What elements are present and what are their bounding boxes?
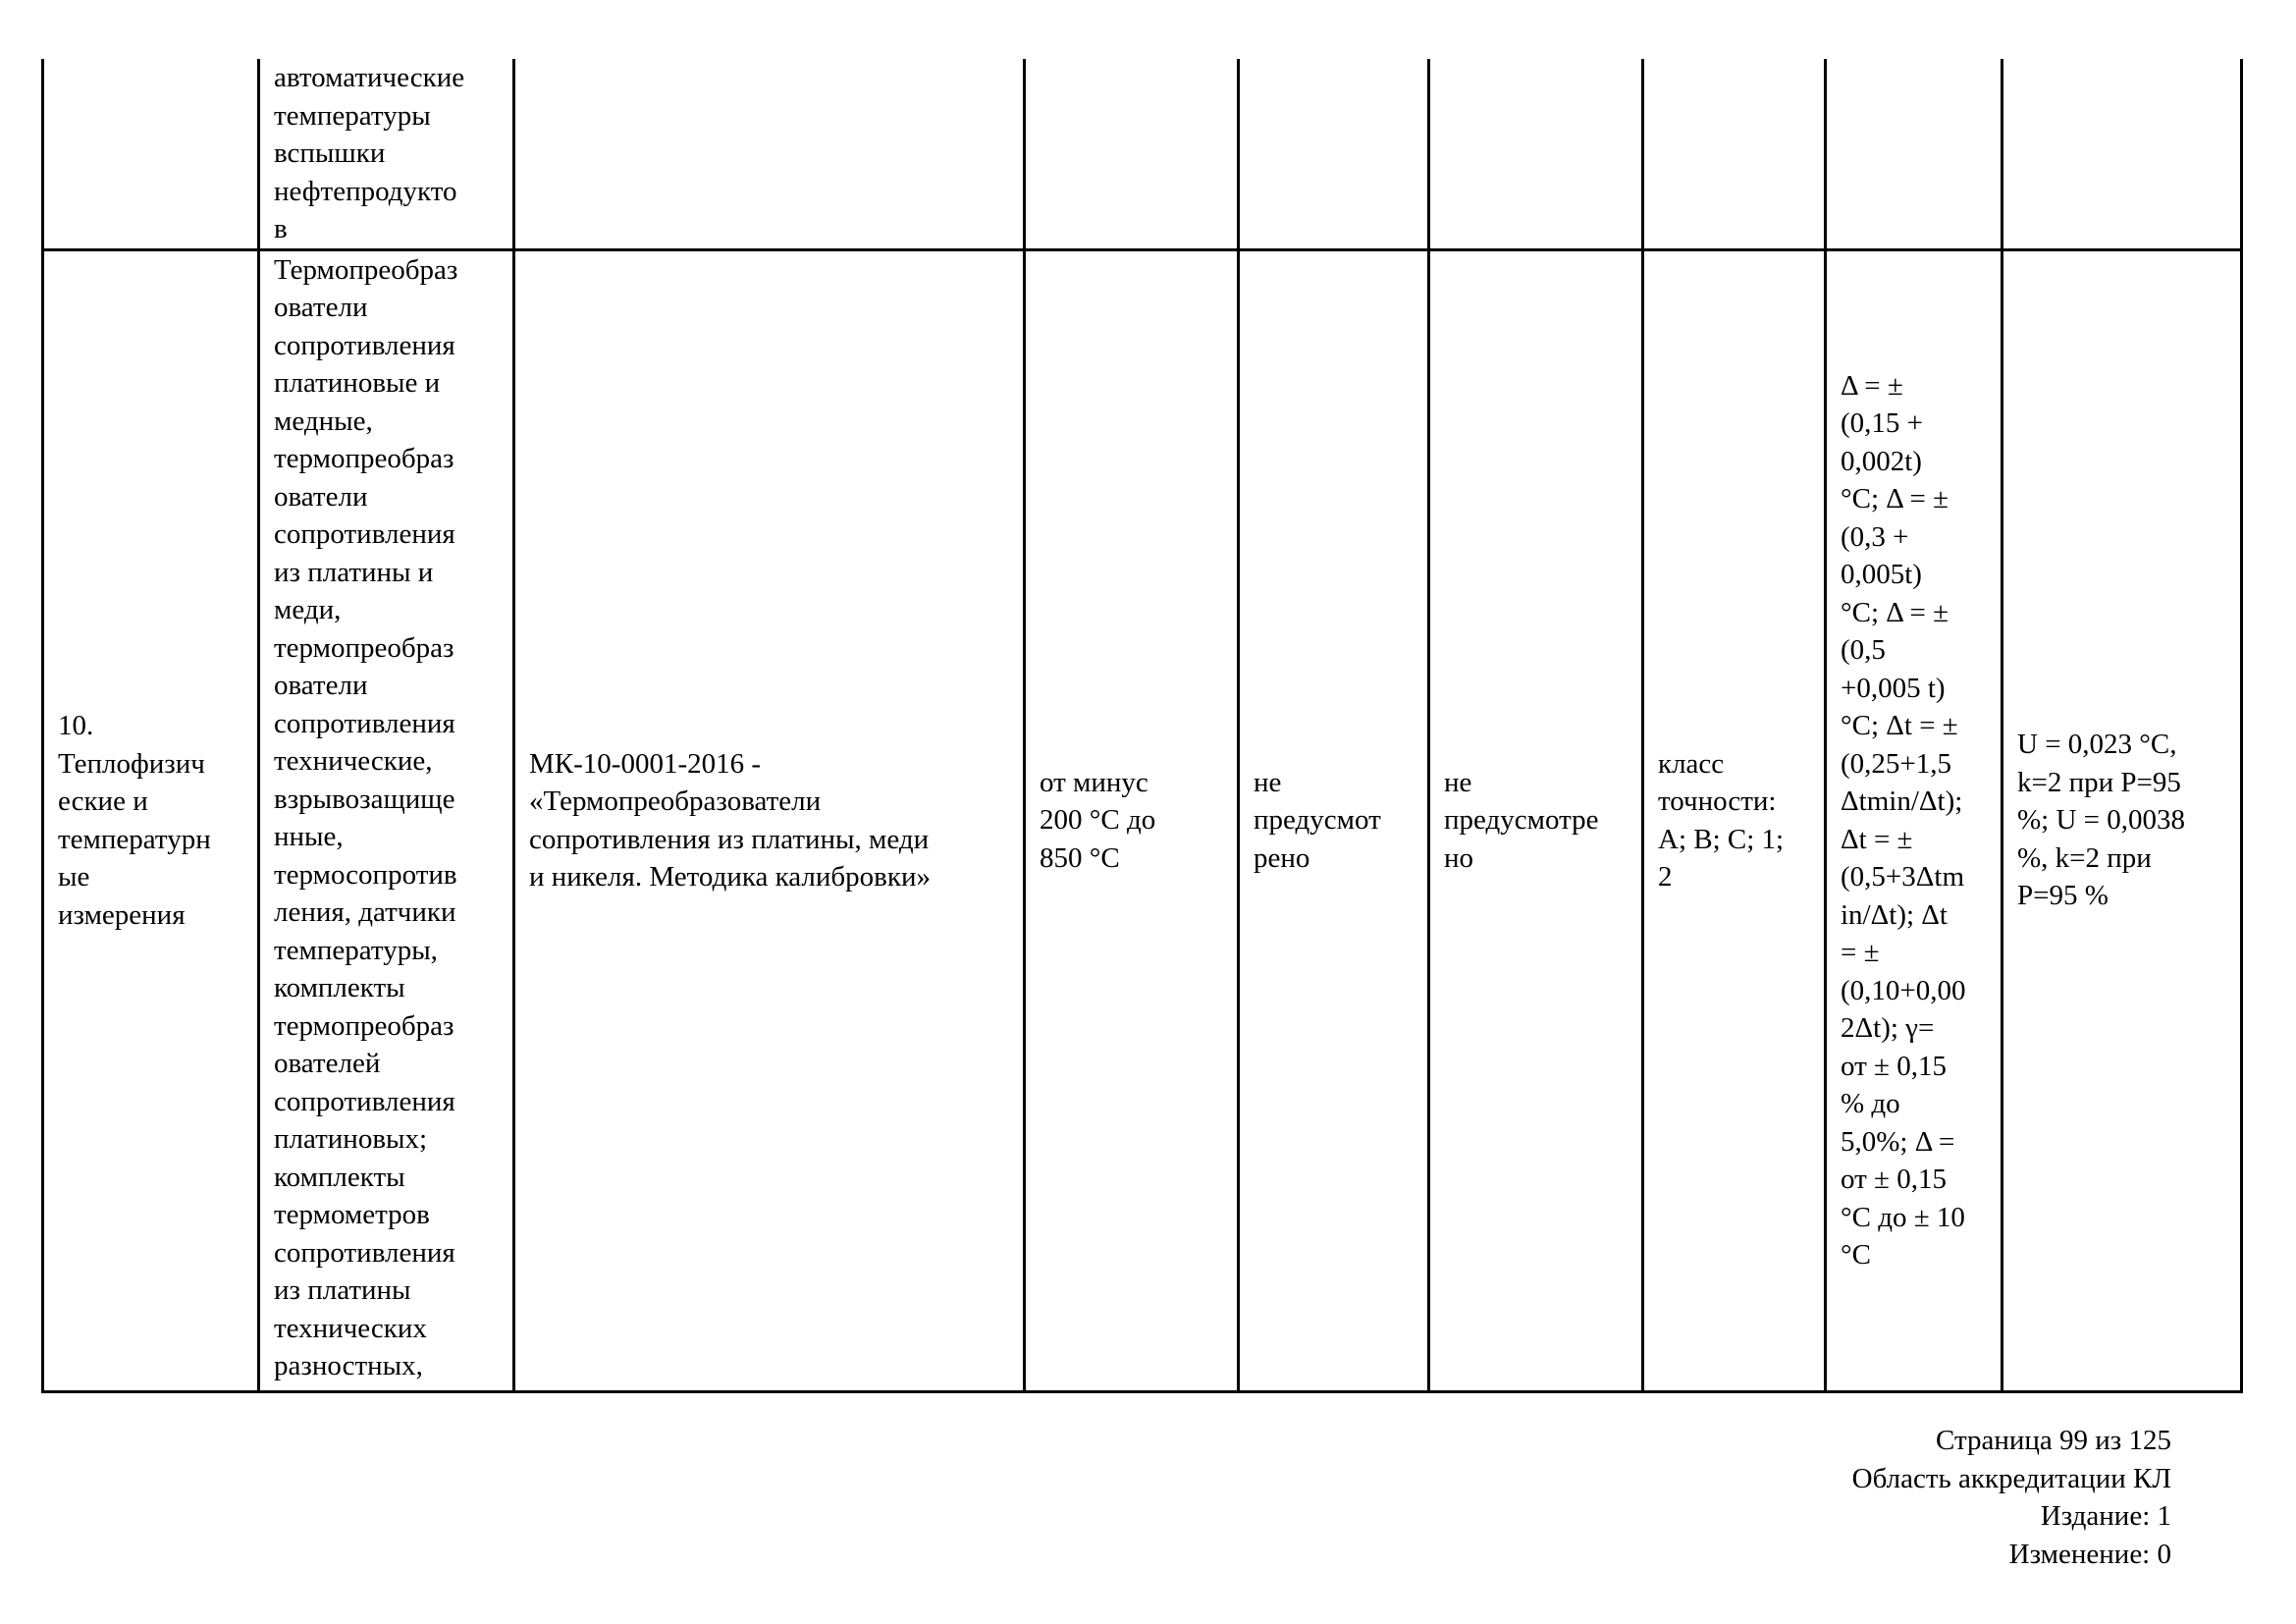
range-cell: от минус 200 °С до 850 °С <box>1025 249 1239 1391</box>
instrument-name-cell: Термопреобраз ователи сопротивления платиновые и медные, термопреобраз ователи сопротивления из платины и меди, термопреобраз ователи сопротивления технические, взрывозащище нные, термосопротив ления, датчики температуры, комплекты термопреобраз ователей сопротивления платиновых; комплекты термометров сопротивления из платины технических разностных, <box>259 249 514 1391</box>
condition-cell <box>1239 59 1429 249</box>
accuracy-class-cell <box>1643 59 1826 249</box>
method-cell <box>514 59 1025 249</box>
condition-cell <box>1429 59 1643 249</box>
range-cell <box>1025 59 1239 249</box>
condition-cell: не предусмот рено <box>1239 249 1429 1391</box>
page-footer <box>1852 1422 2171 1573</box>
uncertainty-cell: U = 0,023 °С, k=2 при Р=95 %; U = 0,0038 %, k=2 при Р=95 % <box>2002 249 2242 1391</box>
edition-label: Издание: 1 <box>2040 1500 2171 1532</box>
row-number-cell: 10. Теплофизич еские и температурн ые измерения <box>43 249 259 1391</box>
instrument-name-cell: автоматические температуры вспышки нефтепродукто в <box>259 59 514 249</box>
page-number: Страница 99 из 125 <box>1935 1425 2171 1456</box>
accuracy-class-cell: класс точности: А; В; С; 1; 2 <box>1643 249 1826 1391</box>
scope-title: Область аккредитации КЛ <box>1851 1462 2171 1494</box>
uncertainty-cell <box>2002 59 2242 249</box>
error-limits-cell: Δ = ± (0,15 + 0,002t) °С; Δ = ± (0,3 + 0,005t) °С; Δ = ± (0,5 +0,005 t) °С; Δt = ± (0,25+1,5 Δtmin/Δt); Δt = ± (0,5+3Δtm in/Δt); Δt = ± (0,10+0,00 2Δt); γ= от ± 0,15 % до 5,0%; Δ = от ± 0,15 °С до ± 10 °С <box>1826 249 2002 1391</box>
error-limits-cell <box>1826 59 2002 249</box>
method-cell: МК-10-0001-2016 - «Термопреобразователи сопротивления из платины, меди и никеля. Методика калибровки» <box>514 249 1025 1391</box>
table-row <box>43 249 2242 1391</box>
table-row <box>43 59 2242 249</box>
condition-cell: не предусмотре но <box>1429 249 1643 1391</box>
accreditation-scope-table <box>41 59 2243 1393</box>
change-label: Изменение: 0 <box>2008 1538 2171 1570</box>
row-number-cell <box>43 59 259 249</box>
